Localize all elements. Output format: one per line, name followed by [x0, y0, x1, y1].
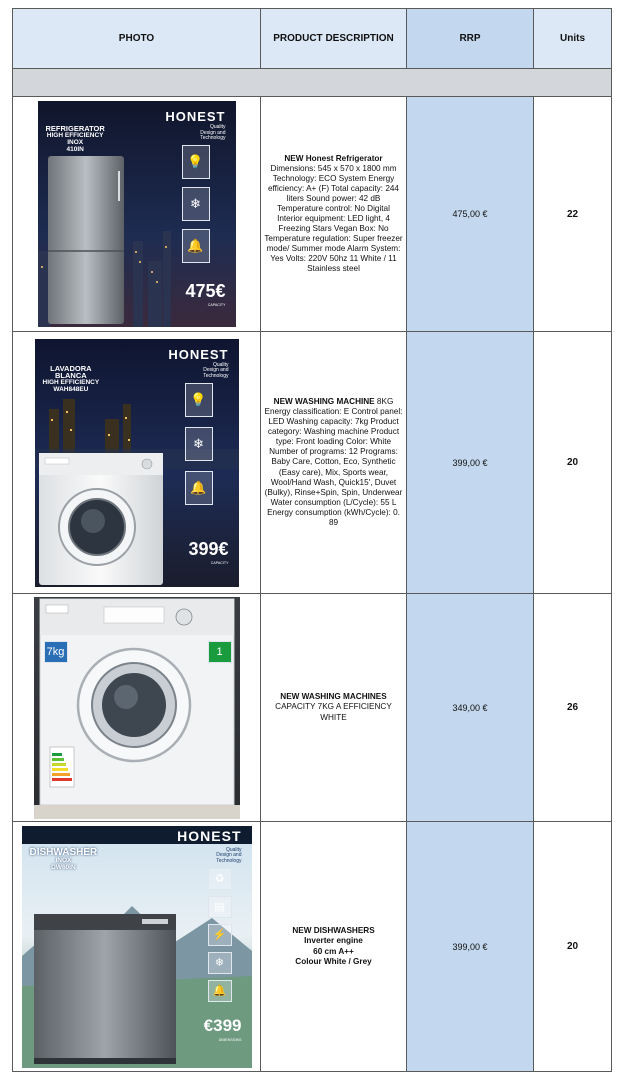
product-rrp: 349,00 € — [407, 594, 534, 822]
alarm-bell-icon: 🔔 — [208, 980, 232, 1002]
brand-tagline: Quality Design and Technology — [203, 361, 229, 379]
description-line: 60 cm A++ — [313, 946, 354, 956]
description-lead: NEW WASHING MACHINES — [280, 692, 387, 702]
poster-title: REFRIGERATOR HIGH EFFICIENCY INOX 410IN — [45, 124, 105, 153]
table-row — [13, 822, 612, 1072]
snowflake-icon: ❄ — [208, 952, 232, 974]
header-photo: PHOTO — [13, 9, 261, 69]
snowflake-icon: ❄ — [182, 187, 210, 221]
poster-caption: DIMENSIONS — [218, 1037, 242, 1042]
product-table — [12, 8, 612, 1072]
light-bulb-icon: 💡 — [182, 145, 210, 179]
product-photo — [13, 822, 261, 1072]
description-line: Colour White / Grey — [295, 956, 372, 966]
description-body: CAPACITY 7KG A EFFICIENCY WHITE — [275, 702, 392, 722]
product-units: 20 — [534, 822, 612, 1072]
description-lead: NEW Honest Refrigerator — [284, 153, 383, 163]
brand-logo: HONEST — [168, 346, 229, 362]
description-line: NEW DISHWASHERS — [292, 926, 375, 936]
header-units: Units — [534, 9, 612, 69]
poster-price: 475€ — [185, 281, 226, 301]
spacer-row — [13, 69, 612, 97]
recycle-icon: ♻ — [208, 868, 232, 890]
product-description — [261, 332, 407, 594]
refrigerator-poster — [38, 101, 236, 327]
product-photo — [13, 97, 261, 332]
product-description — [261, 822, 407, 1072]
header-row — [13, 9, 612, 69]
poster-caption: CAPACITY — [207, 303, 226, 307]
product-rrp: 475,00 € — [407, 97, 534, 332]
header-description: PRODUCT DESCRIPTION — [261, 9, 407, 69]
description-lead: NEW WASHING MACHINE — [273, 396, 375, 406]
washing-machine-photo — [34, 597, 240, 819]
description-body: 8KG Energy classification: E Control panel: LED Washing capacity: 7kg Product category: Washing machine Product type: Front loading Color: White Number of programs: 12 Programs: Baby Care, Cotton, Eco, Synthetic (Easy care), Mix, Sports wear, Wool/Hand Wash, Quick15', Duvet (Bulky), Rinse+Spin, Spin, Underwear Water consumption (L/Cycle): 55 L Energy consumption (kWh/Cycle): 0. 89 — [264, 396, 403, 527]
product-photo — [13, 332, 261, 594]
product-photo — [13, 594, 261, 822]
capacity-badge: 7kg — [44, 641, 68, 663]
energy-class-badge: 1 — [208, 641, 232, 663]
product-rrp: 399,00 € — [407, 332, 534, 594]
header-rrp: RRP — [407, 9, 534, 69]
washing-machine-poster — [35, 339, 239, 587]
description-body: Dimensions: 545 x 570 x 1800 mm Technology: ECO System Energy efficiency: A+ (F) Total capacity: 244 liters Sound power: 42 dB Temperature control: No Digital Interior equipment: LED light, 4 Freezing Stars Vegan Box: No Temperature regulation: Super freezer mode/ Summer mode Alarm System: Yes Volts: 220V 50hz 11 White / 11 Stainless steel — [264, 163, 403, 274]
product-description — [261, 594, 407, 822]
brand-logo: HONEST — [165, 109, 226, 124]
alarm-bell-icon: 🔔 — [182, 229, 210, 263]
energy-icon: ⚡ — [208, 924, 232, 946]
alarm-bell-icon: 🔔 — [185, 471, 213, 505]
product-rrp: 399,00 € — [407, 822, 534, 1072]
poster-title: LAVADORA BLANCA HIGH EFFICIENCY WAH848EU — [42, 363, 100, 394]
dishwasher-poster — [22, 826, 252, 1068]
table-row — [13, 594, 612, 822]
brand-tagline: Quality Design and Technology — [216, 846, 242, 864]
brand-logo: HONEST — [177, 827, 242, 844]
table-row — [13, 332, 612, 594]
stack-icon: ▤ — [208, 896, 232, 918]
description-line: Inverter engine — [304, 936, 363, 946]
poster-caption: CAPACITY — [210, 560, 229, 565]
product-units: 26 — [534, 594, 612, 822]
poster-title: DISHWASHER INOX DW60IN — [29, 846, 98, 871]
light-bulb-icon: 💡 — [185, 383, 213, 417]
product-description — [261, 97, 407, 332]
poster-price: €399 — [203, 1015, 242, 1035]
poster-price: 399€ — [188, 538, 229, 559]
brand-tagline: Quality Design and Technology — [200, 124, 226, 141]
product-units: 22 — [534, 97, 612, 332]
table-row — [13, 97, 612, 332]
spacer-cell — [13, 69, 612, 97]
snowflake-icon: ❄ — [185, 427, 213, 461]
product-units: 20 — [534, 332, 612, 594]
